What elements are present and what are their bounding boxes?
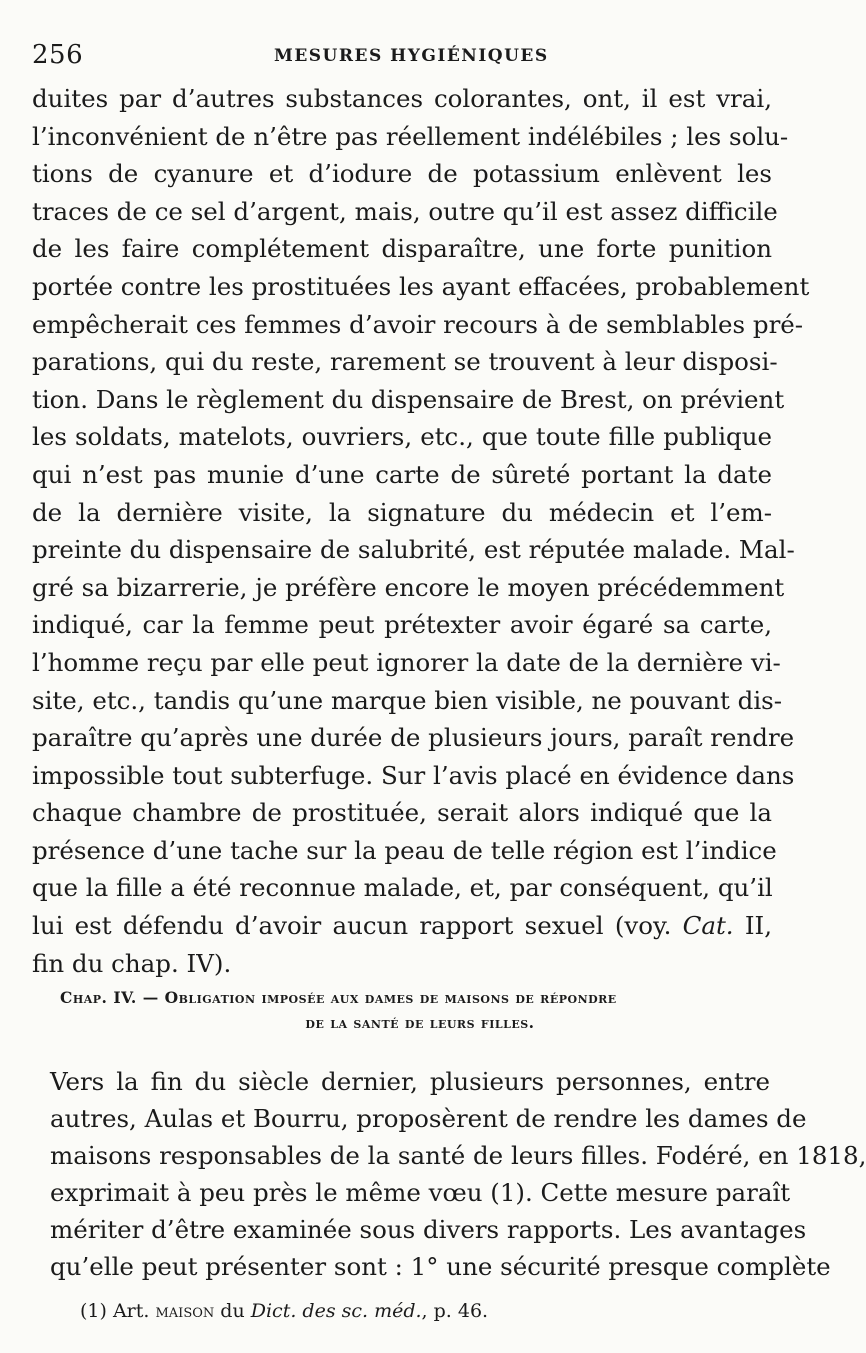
- text-line: que la fille a été reconnue malade, et, par conséquent, qu’il: [32, 873, 773, 903]
- running-title: MESURES HYGIÉNIQUES: [274, 46, 549, 66]
- text-segment: lui est défendu d’avoir aucun rapport sexuel (voy.: [32, 911, 683, 941]
- text-line: autres, Aulas et Bourru, proposèrent de rendre les dames de: [50, 1104, 807, 1133]
- text-line: indiqué, car la femme peut prétexter avoir égaré sa carte,: [32, 610, 772, 640]
- page-number: 256: [32, 40, 84, 70]
- text-line: [32, 907, 772, 945]
- chapter-heading-line: de la santé de leurs filles.: [305, 1013, 535, 1032]
- text-line: impossible tout subterfuge. Sur l’avis placé en évidence dans: [32, 760, 795, 790]
- running-head: [32, 38, 772, 72]
- text-line: de la dernière visite, la signature du médecin et l’em-: [32, 497, 772, 527]
- italic-abbreviation: Cat.: [682, 911, 734, 941]
- footnote-text: du: [214, 1300, 251, 1322]
- text-line: preinte du dispensaire de salubrité, est réputée malade. Mal-: [32, 535, 795, 565]
- text-line: chaque chambre de prostituée, serait alors indiqué que la: [32, 798, 772, 828]
- text-line: l’homme reçu par elle peut ignorer la date de la dernière vi-: [32, 647, 781, 677]
- paragraph-2: [50, 1063, 866, 1285]
- text-line: fin du chap. IV).: [32, 948, 232, 978]
- paragraph-1: [32, 80, 810, 982]
- text-line: tion. Dans le règlement du dispensaire de Brest, on prévient: [32, 384, 785, 414]
- text-line: de les faire complétement disparaître, une forte punition: [32, 234, 772, 264]
- chapter-heading-line: Chap. IV. — Obligation imposée aux dames de maisons de répondre: [60, 988, 617, 1007]
- text-line: duites par d’autres substances colorantes, ont, il est vrai,: [32, 84, 772, 113]
- text-line: traces de ce sel d’argent, mais, outre qu’il est assez difficile: [32, 196, 778, 226]
- footnote: [80, 1300, 488, 1322]
- text-line: portée contre les prostituées les ayant effacées, probablement: [32, 271, 810, 301]
- chapter-heading: [60, 985, 780, 1035]
- footnote-text: Art.: [106, 1300, 156, 1322]
- text-line: site, etc., tandis qu’une marque bien visible, ne pouvant dis-: [32, 685, 783, 715]
- text-line: tions de cyanure et d’iodure de potassium enlèvent les: [32, 159, 772, 189]
- text-line: mériter d’être examinée sous divers rapports. Les avantages: [50, 1215, 807, 1244]
- text-line: présence d’une tache sur la peau de telle région est l’indice: [32, 835, 777, 865]
- text-line: exprimait à peu près le même vœu (1). Cette mesure paraît: [50, 1178, 791, 1207]
- text-line: empêcherait ces femmes d’avoir recours à de semblables pré-: [32, 309, 804, 339]
- footnote-mark: (1): [80, 1300, 107, 1322]
- footnote-text: , p. 46.: [421, 1300, 489, 1322]
- text-line: paraître qu’après une durée de plusieurs jours, paraît rendre: [32, 723, 795, 753]
- text-line: gré sa bizarrerie, je préfère encore le moyen précédemment: [32, 572, 785, 602]
- text-line: qu’elle peut présenter sont : 1° une sécurité presque complète: [50, 1252, 831, 1281]
- text-line: qui n’est pas munie d’une carte de sûreté portant la date: [32, 459, 772, 489]
- text-line: maisons responsables de la santé de leurs filles. Fodéré, en 1818,: [50, 1141, 866, 1170]
- text-segment: II,: [733, 911, 772, 941]
- text-line: Vers la fin du siècle dernier, plusieurs personnes, entre: [50, 1067, 770, 1096]
- text-line: parations, qui du reste, rarement se trouvent à leur disposi-: [32, 347, 778, 377]
- footnote-italic: Dict. des sc. méd.: [250, 1300, 422, 1322]
- text-line: les soldats, matelots, ouvriers, etc., que toute fille publique: [32, 422, 772, 452]
- text-line: l’inconvénient de n’être pas réellement indélébiles ; les solu-: [32, 121, 789, 151]
- footnote-smallcaps: maison: [155, 1300, 215, 1322]
